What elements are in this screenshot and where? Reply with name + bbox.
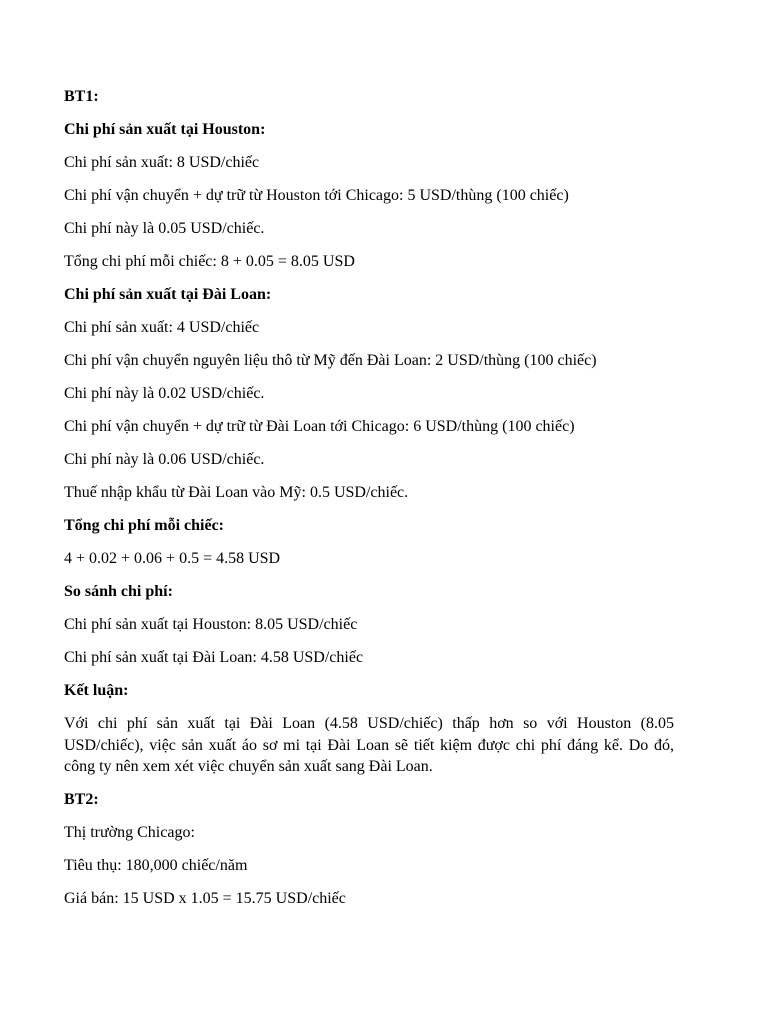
section-heading: Kết luận: [64, 682, 129, 699]
paragraph: 4 + 0.02 + 0.06 + 0.5 = 4.58 USD [64, 550, 281, 567]
paragraph: Chi phí sản xuất tại Đài Loan: 4.58 USD/chiếc [64, 649, 364, 666]
paragraph: Chi phí này là 0.02 USD/chiếc. [64, 385, 265, 402]
paragraph: Thị trường Chicago: [64, 824, 195, 841]
paragraph: Chi phí vận chuyển nguyên liệu thô từ Mỹ đến Đài Loan: 2 USD/thùng (100 chiếc) [64, 352, 597, 369]
paragraph: Thuế nhập khẩu từ Đài Loan vào Mỹ: 0.5 USD/chiếc. [64, 484, 409, 501]
paragraph: Tổng chi phí mỗi chiếc: 8 + 0.05 = 8.05 USD [64, 253, 355, 270]
document-page [64, 86, 674, 921]
section-heading: Chi phí sản xuất tại Đài Loan: [64, 286, 272, 303]
paragraph: Chi phí vận chuyển + dự trữ từ Houston tới Chicago: 5 USD/thùng (100 chiếc) [64, 187, 569, 204]
paragraph: Chi phí vận chuyển + dự trữ từ Đài Loan tới Chicago: 6 USD/thùng (100 chiếc) [64, 418, 575, 435]
paragraph: Tiêu thụ: 180,000 chiếc/năm [64, 857, 248, 874]
paragraph: Giá bán: 15 USD x 1.05 = 15.75 USD/chiếc [64, 890, 346, 907]
section-heading: BT2: [64, 791, 99, 808]
paragraph: Chi phí sản xuất: 8 USD/chiếc [64, 154, 260, 171]
paragraph: Chi phí này là 0.06 USD/chiếc. [64, 451, 265, 468]
section-heading: Tổng chi phí mỗi chiếc: [64, 517, 225, 534]
paragraph: Chi phí này là 0.05 USD/chiếc. [64, 220, 265, 237]
section-heading: So sánh chi phí: [64, 583, 173, 600]
paragraph: Với chi phí sản xuất tại Đài Loan (4.58 USD/chiếc) thấp hơn so với Houston (8.05 USD/chiếc), việc sản xuất áo sơ mi tại Đài Loan sẽ tiết kiệm được chi phí đáng kể. Do đó, công ty nên xem xét việc chuyển sản xuất sang Đài Loan. [64, 715, 674, 775]
paragraph: Chi phí sản xuất tại Houston: 8.05 USD/chiếc [64, 616, 358, 633]
paragraph: Chi phí sản xuất: 4 USD/chiếc [64, 319, 260, 336]
section-heading: Chi phí sản xuất tại Houston: [64, 121, 266, 138]
section-heading: BT1: [64, 88, 99, 105]
